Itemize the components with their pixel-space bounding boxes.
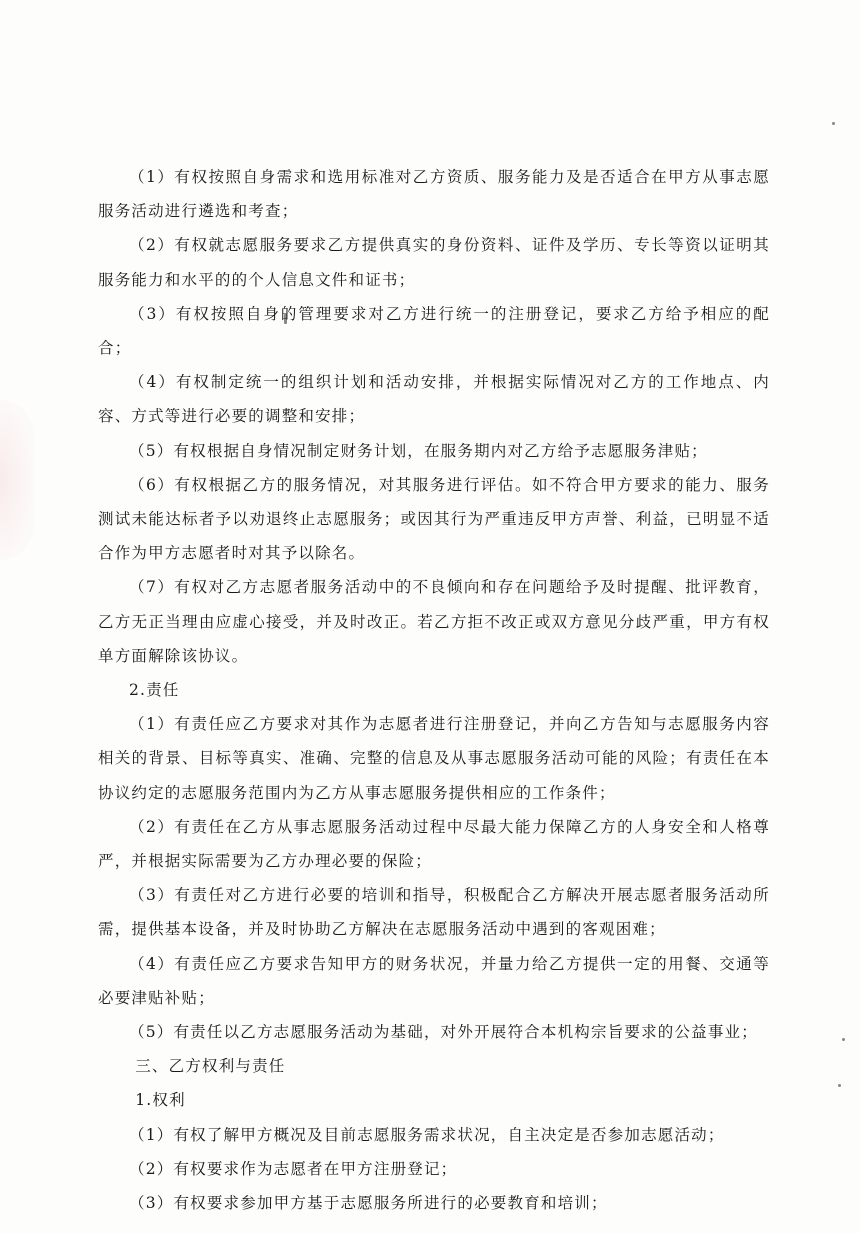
clause-paragraph: （1）有权按照自身需求和选用标准对乙方资质、服务能力及是否适合在甲方从事志愿服务活动进行遴选和考查； (98, 168, 770, 221)
scan-speck (838, 1084, 841, 1087)
clause-paragraph: （5）有权根据自身情况制定财务计划，在服务期内对乙方给予志愿服务津贴； (129, 441, 708, 460)
clause-paragraph: （1）有责任应乙方要求对其作为志愿者进行注册登记，并向乙方告知与志愿服务内容相关的背景、目标等真实、准确、完整的信息及从事志愿服务活动可能的风险；有责任在本协议约定的志愿服务范围内为乙方从事志愿服务提供相应的工作条件； (98, 715, 770, 802)
clause-paragraph: （2）有权要求作为志愿者在甲方注册登记； (129, 1159, 458, 1178)
clause-paragraph: （3）有权按照自身的管理要求对乙方进行统一的注册登记，要求乙方给予相应的配合； (98, 304, 770, 358)
clause-paragraph: （7）有权对乙方志愿者服务活动中的不良倾向和存在问题给予及时提醒、批评教育，乙方无正当理由应虚心接受，并及时改正。若乙方拒不改正或双方意见分歧严重，甲方有权单方面解除该协议。 (98, 578, 770, 665)
clause-paragraph: （3）有权要求参加甲方基于志愿服务所进行的必要教育和培训； (129, 1194, 608, 1213)
document-body (98, 160, 770, 1220)
clause-paragraph: （6）有权根据乙方的服务情况，对其服务进行评估。如不符合甲方要求的能力、服务测试未能达标者予以劝退终止志愿服务；或因其行为严重违反甲方声誉、利益，已明显不适合作为甲方志愿者时对其予以除名。 (98, 475, 770, 563)
scan-speck (842, 1038, 845, 1041)
clause-paragraph: （5）有责任以乙方志愿服务活动为基础，对外开展符合本机构宗旨要求的公益事业； (129, 1023, 758, 1042)
clause-paragraph: （2）有责任在乙方从事志愿服务活动过程中尽最大能力保障乙方的人身安全和人格尊严，并根据实际需要为乙方办理必要的保险； (98, 817, 770, 871)
clause-paragraph: （4）有权制定统一的组织计划和活动安排，并根据实际情况对乙方的工作地点、内容、方式等进行必要的调整和安排； (98, 373, 770, 426)
clause-paragraph: （2）有权就志愿服务要求乙方提供真实的身份资料、证件及学历、专长等资以证明其服务能力和水平的的个人信息文件和证书； (98, 236, 770, 289)
clause-paragraph: （1）有权了解甲方概况及目前志愿服务需求状况，自主决定是否参加志愿活动； (129, 1125, 725, 1144)
clause-paragraph: （4）有责任应乙方要求告知甲方的财务状况，并量力给乙方提供一定的用餐、交通等必要津贴补贴； (98, 954, 770, 1007)
subsection-heading-rights: 1.权利 (135, 1091, 186, 1110)
subsection-heading-responsibility: 2.责任 (129, 681, 180, 700)
section-heading-party-b: 三、乙方权利与责任 (135, 1057, 286, 1076)
red-seal-fragment (0, 400, 34, 560)
clause-paragraph: （3）有责任对乙方进行必要的培训和指导，积极配合乙方解决开展志愿者服务活动所需，提供基本设备，并及时协助乙方解决在志愿服务活动中遇到的客观困难； (98, 886, 770, 939)
scan-speck (832, 122, 835, 125)
